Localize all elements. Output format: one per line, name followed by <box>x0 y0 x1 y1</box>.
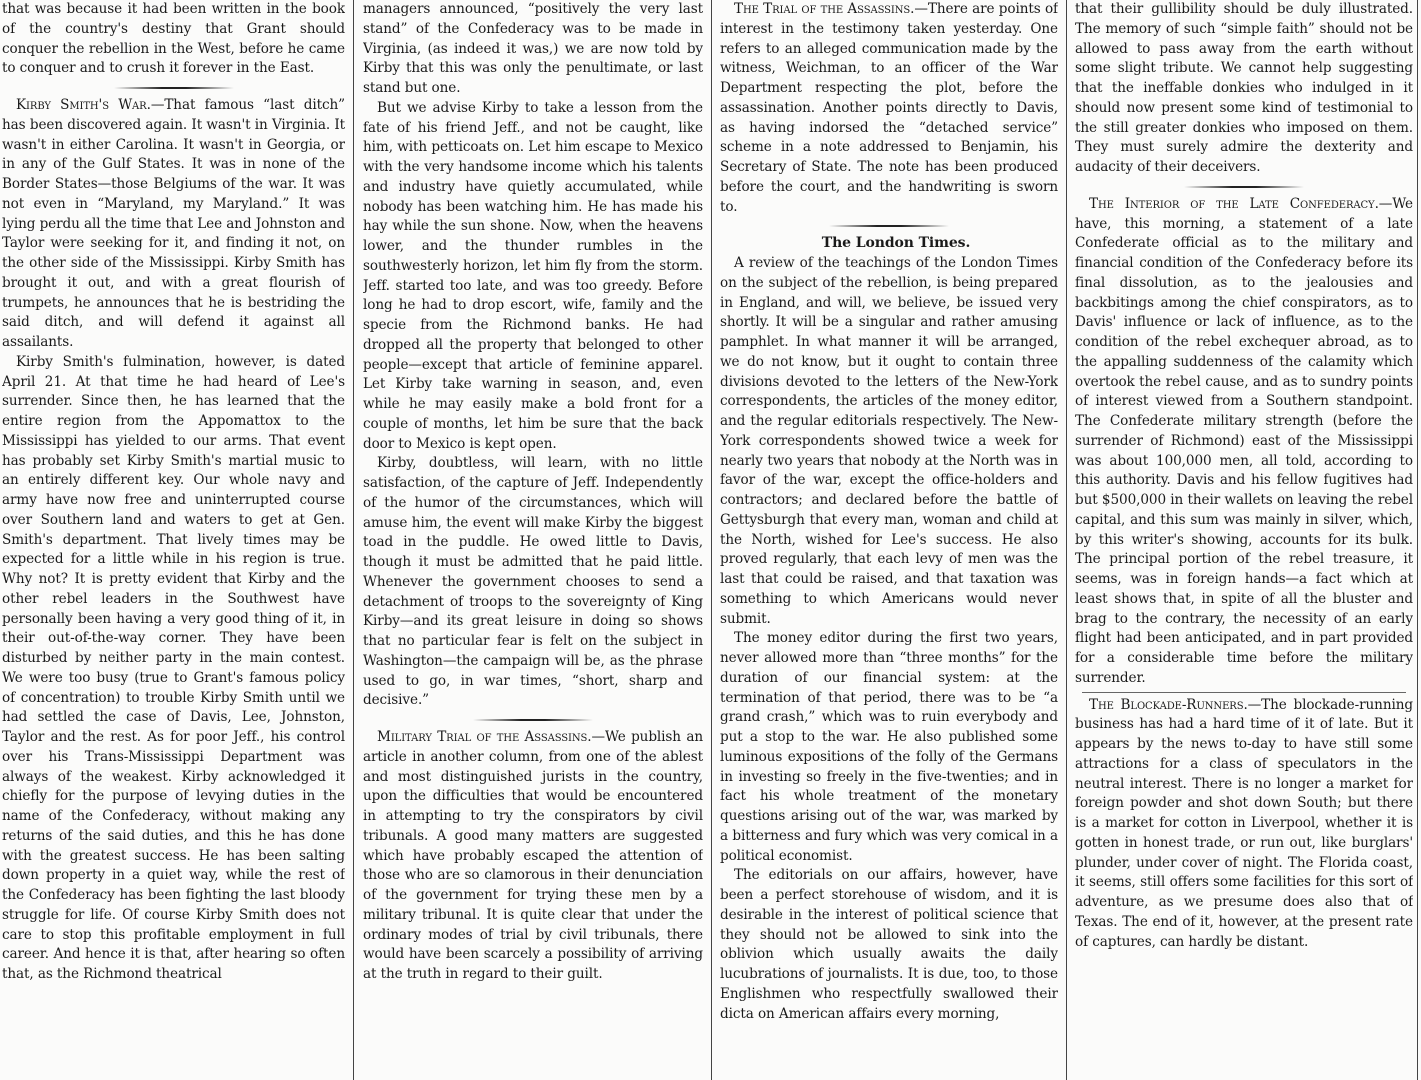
article-body-text: We publish an article in another column, from one of the ablest and most distinguished jurists in the country, upon the difficulties that would be encountered in attempting to try the conspirators by civil tribunals. A good many matters are suggested which have probably escaped the attention of those who are so clamorous in their denunciation of the government for trying these men by a military tribunal. It is quite clear that under the ordinary modes of trial by civil tribunals, there would have been scarcely a possibility of arriving at the truth in regard to their guilt. <box>363 729 703 982</box>
column-1 <box>2 0 345 1080</box>
article-paragraph <box>2 96 345 353</box>
column-rule <box>711 0 712 1080</box>
article-paragraph <box>720 0 1058 217</box>
column-4 <box>1075 0 1413 1080</box>
article-lead-title: The Interior of the Late Confederacy.— <box>1089 195 1393 212</box>
section-divider <box>2 82 345 94</box>
article-lead-title: The Trial of the Assassins.— <box>734 1 928 17</box>
column-rule <box>1417 0 1418 1080</box>
article-body-text: A review of the teachings of the London Times on the subject of the rebellion, is being prepared in England, and will, we believe, be issued very shortly. It will be a singular and rather amusing pamphlet. In what manner it will be arranged, we do not know, but it ought to contain three divisions devoted to the letters of the New-York correspondents, the articles of the money editor, and the regular editorials respectively. The New-York correspondents showed twice a week for nearly two years that nobody at the North was in favor of the war, except the office-holders and contractors; and declared before the battle of Gettysburgh that every man, woman and child at the North, wished for Lee's success. He also proved regularly, that each levy of men was the last that could be raised, and that taxation was something to which Americans would never submit. <box>720 255 1058 627</box>
article-paragraph <box>2 353 345 985</box>
column-rule <box>353 0 354 1080</box>
article-body-text: The money editor during the first two years, never allowed more than “three months” for the duration of our financial system: at the termination of that period, there was to be “a grand crash,” which was to ruin everybody and put a stop to the war. He also published some luminous expositions of the folly of the Germans in investing so freely in the five-twenties; and in fact his whole treatment of the monetary questions arising out of the war, was marked by a bitterness and fury which was very comical in a political economist. <box>720 630 1058 864</box>
section-divider <box>1075 181 1413 193</box>
article-body-text: There are points of interest in the testimony taken yesterday. One refers to an alleged communication made by the witness, Weichman, to an officer of the War Department respecting the plot, before the assassination. Another points directly to Davis, as having indorsed the “detached service” scheme in a note addressed to Benjamin, his Secretary of State. The note has been produced before the court, and the handwriting is sworn to. <box>720 1 1058 215</box>
article-body-text: Kirby Smith's fulmination, however, is dated April 21. At that time he had heard of Lee's surrender. Since then, he has learned that the entire region from the Appomattox to the Mississippi has yielded to our arms. That event has probably set Kirby Smith's martial music to an entirely different key. Our whole navy and army have now free and uninterrupted course over Southern land and waters to get at Gen. Smith's department. That lively times may be expected for a little while in his region is true. Why not? It is pretty evident that Kirby and the other rebel leaders in the Southwest have personally been having a very good thing of it, in their out-of-the-way corner. They have been disturbed by neither party in the main contest. We were too busy (true to Grant's famous policy of concentration) to trouble Kirby Smith until we had settled the case of Davis, Lee, Johnston, Taylor and the rest. As for poor Jeff., his control over his Trans-Mississippi Department was always of the weakest. Kirby acknowledged it chiefly for the purpose of levying duties in the name of the Confederacy, without making any returns of the said duties, and this he has done with the greatest success. He has been salting down property in a quiet way, while the rest of the Confederacy has been fighting the last bloody struggle for life. Of course Kirby Smith does not care to stop this profitable employment in full career. And hence it is that, after hearing so often that, as the Richmond theatrical <box>2 353 345 982</box>
article-body-text: The editorials on our affairs, however, have been a perfect storehouse of wisdom, and it is desirable in the interest of political science that they should not be allowed to sink into the oblivion which usually awaits the daily lucubrations of journalists. It is due, too, to those Englishmen who respectfully swallowed their dicta on American affairs every morning, <box>720 867 1058 1022</box>
article-body-text: managers announced, “positively the very last stand” of the Confederacy was to be made in Virginia, (as indeed it was,) we are now told by Kirby that this was only the penultimate, or last stand but one. <box>363 1 703 96</box>
article-paragraph <box>363 0 703 99</box>
article-lead-title: The Blockade-Runners.— <box>1089 696 1262 713</box>
short-rule <box>1082 692 1406 693</box>
article-paragraph <box>720 866 1058 1024</box>
article-paragraph <box>363 728 703 985</box>
article-body-text: The blockade-running business has had a hard time of it of late. But it appears by the news to-day to have still some attractions for a class of speculators in the neutral interest. There is no longer a market for foreign powder and shot down South; but there is a market for cotton in Liverpool, whether it is gotten in honest trade, or run out, like burglars' plunder, under cover of night. The Florida coast, it seems, still offers some facilities for this sort of adventure, as we presume does also that of Texas. The end of it, however, at the present rate of captures, can hardly be distant. <box>1075 696 1413 950</box>
article-body-text: We have, this morning, a statement of a late Confederate official as to the military and financial condition of the Confederacy before its final dissolution, as to the jealousies and backbitings among the chief conspirators, as to Davis' influence or lack of influence, as to the condition of the rebel exchequer abroad, as to the appalling suddenness of the calamity which overtook the rebel cause, and as to sundry points of interest viewed from a Southern standpoint. The Confederate military strength (before the surrender of Richmond) east of the Mississippi was about 100,000 men, all told, according to this authority. Davis and his fellow fugitives had but $500,000 in their wallets on leaving the rebel capital, and this sum was mainly in silver, which, by this writer's showing, accounts for its bulk. The principal portion of the rebel treasure, it seems, was in foreign hands—a fact which at least shows that, in spite of all the bluster and brag to the contrary, the necessity of an early flight had been anticipated, and in part provided for a considerable time before the military surrender. <box>1075 195 1413 686</box>
article-body-text: But we advise Kirby to take a lesson from the fate of his friend Jeff., and not be caught, like him, with petticoats on. Let him escape to Mexico with the very handsome income which his talents and industry have quietly accumulated, while nobody has been watching him. He has made his hay while the sun shone. Now, when the heavens lower, and the thunder rumbles in the southwesterly horizon, let him fly from the storm. Jeff. started too late, and was too greedy. Before long he had to drop escort, wife, family and the specie from the Richmond banks. He had dropped all the property that belonged to other people—except that article of feminine apparel. Let Kirby take warning in season, and, even while he may easily make a bold front for a couple of months, let him be sure that the back door to Mexico is kept open. <box>363 99 703 452</box>
article-paragraph <box>1075 0 1413 178</box>
article-lead-title: Military Trial of the Assassins.— <box>377 729 605 745</box>
article-paragraph <box>363 454 703 711</box>
column-rule <box>1066 0 1067 1080</box>
article-paragraph <box>720 629 1058 866</box>
column-2 <box>363 0 703 1080</box>
article-paragraph <box>363 99 703 455</box>
article-paragraph <box>2 0 345 79</box>
article-body-text: that their gullibility should be duly illustrated. The memory of such “simple faith” should not be allowed to pass away from the earth without some slight tribute. We cannot help suggesting that the ineffable donkies who indulged in it should now present some kind of testimonial to the still greater donkies who imposed on them. They must surely admire the dexterity and audacity of their deceivers. <box>1075 1 1413 175</box>
section-divider <box>720 220 1058 232</box>
article-heading: The London Times. <box>821 235 971 252</box>
column-3 <box>720 0 1058 1080</box>
article-body-text: That famous “last ditch” has been discovered again. It wasn't in Virginia. It wasn't in either Carolina. It wasn't in Georgia, or in any of the Gulf States. It was in none of the Border States—those Belgiums of the war. It was not even in “Maryland, my Maryland.” It was lying perdu all the time that Lee and Johnston and Taylor were seeking for it, and finding it not, on the other side of the Mississippi. Kirby Smith has brought it out, and with a great flourish of trumpets, he announces that he is bestriding the said ditch, and will defend it against all assailants. <box>2 97 345 350</box>
article-paragraph <box>1075 195 1413 689</box>
article-paragraph <box>1075 696 1413 953</box>
section-divider <box>363 714 703 726</box>
article-lead-title: Kirby Smith's War.— <box>16 97 165 113</box>
article-body-text: Kirby, doubtless, will learn, with no little satisfaction, of the capture of Jeff. Independently of the humor of the circumstances, which will amuse him, the event will make Kirby the biggest toad in the puddle. He owed little to Davis, though it must be admitted that he paid little. Whenever the government chooses to send a detachment of troops to the sovereignty of King Kirby—and its great leisure in doing so shows that no particular fear is felt on the subject in Washington—the campaign will be, as the phrase used to go, in war times, “short, sharp and decisive.” <box>363 455 703 709</box>
article-body-text: that was because it had been written in the book of the country's destiny that Grant should conquer the rebellion in the West, before he came to conquer and to crush it forever in the East. <box>2 1 345 77</box>
article-paragraph <box>720 254 1058 629</box>
